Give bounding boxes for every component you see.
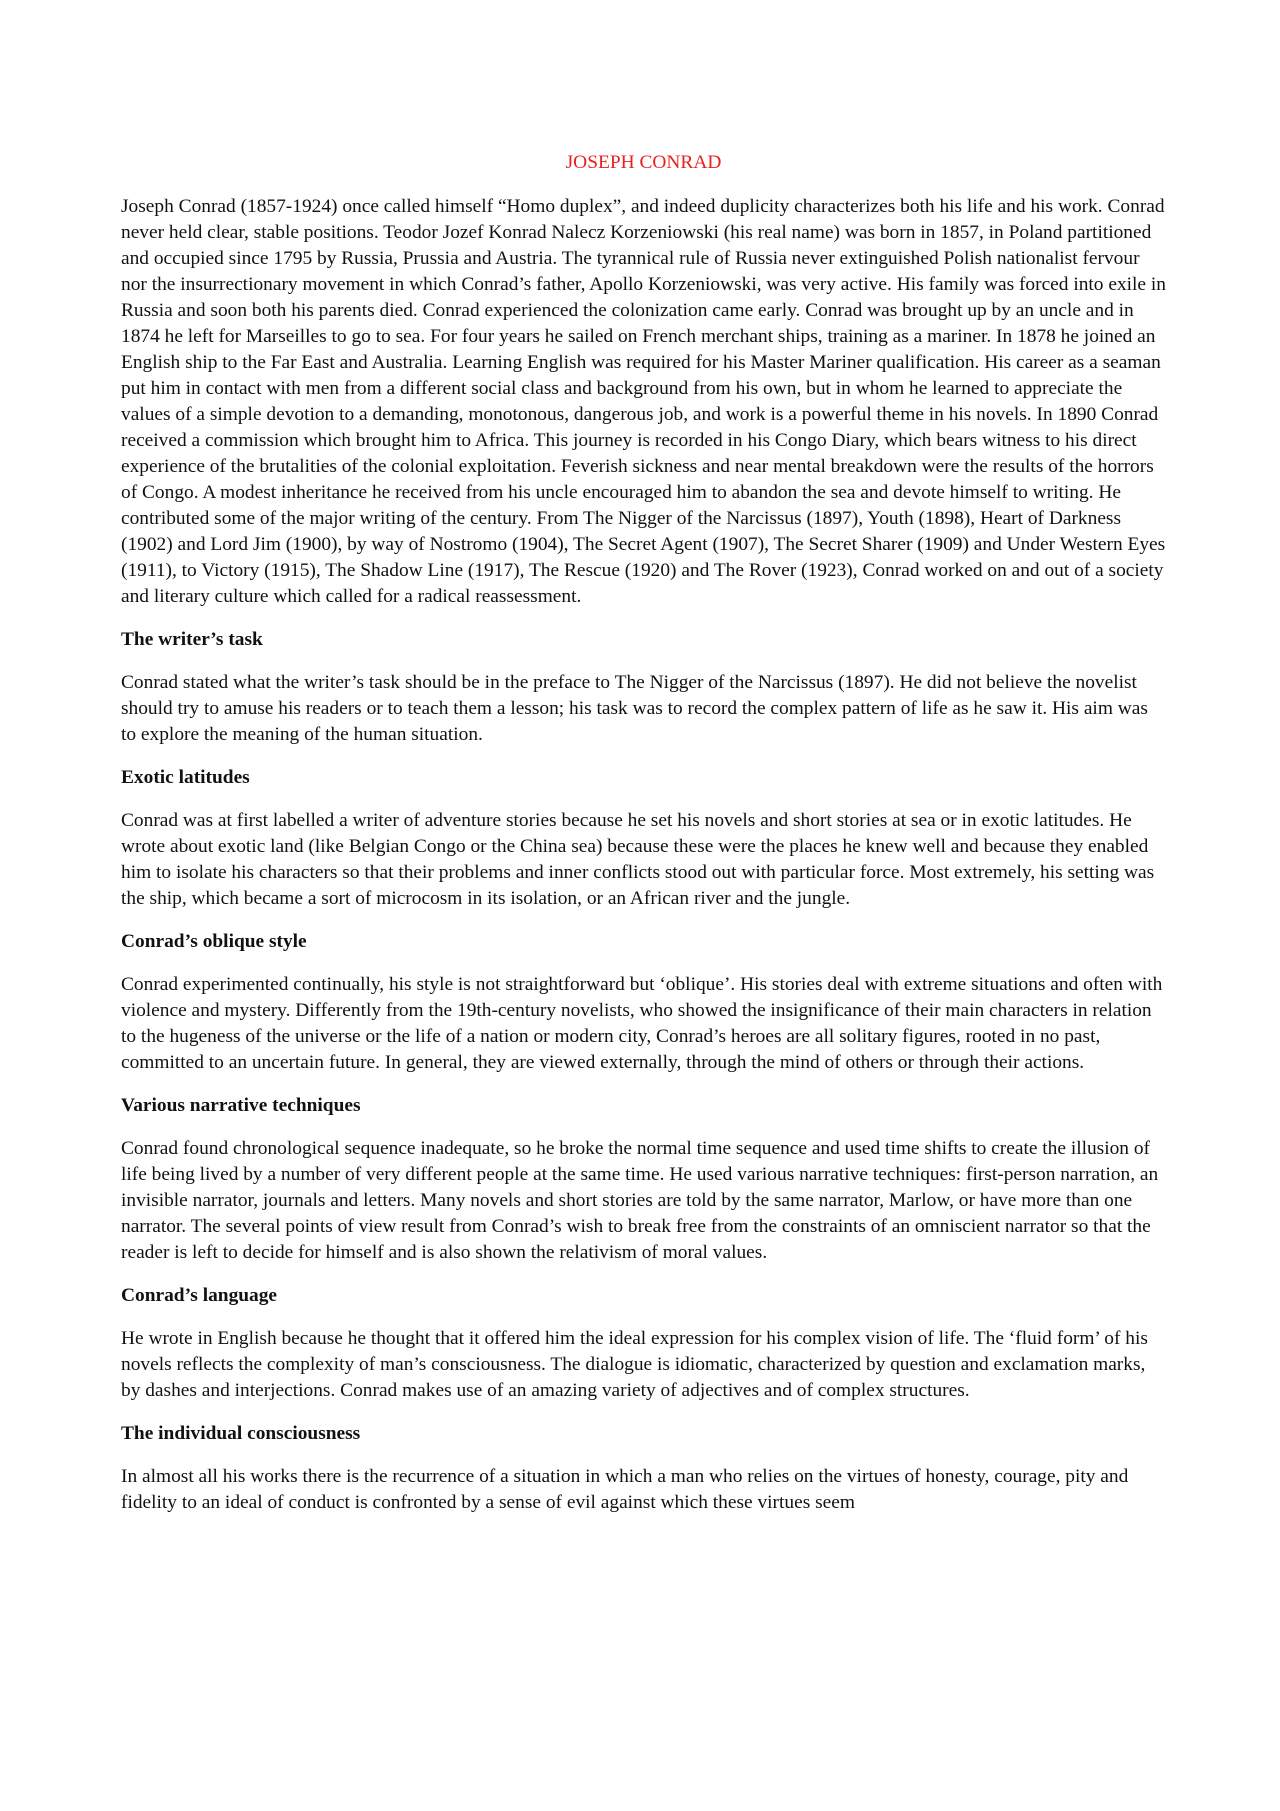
section-heading-exotic-latitudes: Exotic latitudes	[121, 767, 250, 788]
section-body-writers-task: Conrad stated what the writer’s task should be in the preface to The Nigger of the Narcissus (1897). He did not believe the novelist should try to amuse his readers or to teach them a lesson; his task was to record the complex pattern of life as he saw it. His aim was to explore the meaning of the human situation.	[121, 672, 1148, 745]
document-content	[121, 150, 1166, 1533]
document-title: JOSEPH CONRAD	[565, 152, 722, 173]
section-body-oblique-style: Conrad experimented continually, his style is not straightforward but ‘oblique’. His stories deal with extreme situations and often with violence and mystery. Differently from the 19th-century novelists, who showed the insignificance of their main characters in relation to the hugeness of the universe or the life of a nation or modern city, Conrad’s heroes are all solitary figures, rooted in no past, committed to an uncertain future. In general, they are viewed externally, through the mind of others or through their actions.	[121, 974, 1163, 1073]
section-body-language: He wrote in English because he thought that it offered him the ideal expression for his complex vision of life. The ‘fluid form’ of his novels reflects the complexity of man’s consciousness. The dialogue is idiomatic, characterized by question and exclamation marks, by dashes and interjections. Conrad makes use of an amazing variety of adjectives and of complex structures.	[121, 1328, 1148, 1401]
section-heading-writers-task: The writer’s task	[121, 629, 263, 650]
section-heading-language: Conrad’s language	[121, 1285, 278, 1306]
intro-paragraph: Joseph Conrad (1857-1924) once called himself “Homo duplex”, and indeed duplicity characterizes both his life and his work. Conrad never held clear, stable positions. Teodor Jozef Konrad Nalecz Korzeniowski (his real name) was born in 1857, in Poland partitioned and occupied since 1795 by Russia, Prussia and Austria. The tyrannical rule of Russia never extinguished Polish nationalist fervour nor the insurrectionary movement in which Conrad’s father, Apollo Korzeniowski, was very active. His family was forced into exile in Russia and soon both his parents died. Conrad experienced the colonization came early. Conrad was brought up by an uncle and in 1874 he left for Marseilles to go to sea. For four years he sailed on French merchant ships, training as a mariner. In 1878 he joined an English ship to the Far East and Australia. Learning English was required for his Master Mariner qualification. His career as a seaman put him in contact with men from a different social class and background from his own, but in whom he learned to appreciate the values of a simple devotion to a demanding, monotonous, dangerous job, and work is a powerful theme in his novels. In 1890 Conrad received a commission which brought him to Africa. This journey is recorded in his Congo Diary, which bears witness to his direct experience of the brutalities of the colonial exploitation. Feverish sickness and near mental breakdown were the results of the horrors of Congo. A modest inheritance he received from his uncle encouraged him to abandon the sea and devote himself to writing. He contributed some of the major writing of the century. From The Nigger of the Narcissus (1897), Youth (1898), Heart of Darkness (1902) and Lord Jim (1900), by way of Nostromo (1904), The Secret Agent (1907), The Secret Sharer (1909) and Under Western Eyes (1911), to Victory (1915), The Shadow Line (1917), The Rescue (1920) and The Rover (1923), Conrad worked on and out of a society and literary culture which called for a radical reassessment.	[121, 196, 1166, 607]
section-heading-oblique-style: Conrad’s oblique style	[121, 931, 307, 952]
section-body-exotic-latitudes: Conrad was at first labelled a writer of adventure stories because he set his novels and short stories at sea or in exotic latitudes. He wrote about exotic land (like Belgian Congo or the China sea) because these were the places he knew well and because they enabled him to isolate his characters so that their problems and inner conflicts stood out with particular force. Most extremely, his setting was the ship, which became a sort of microcosm in its isolation, or an African river and the jungle.	[121, 810, 1155, 909]
section-body-narrative-techniques: Conrad found chronological sequence inadequate, so he broke the normal time sequence and used time shifts to create the illusion of life being lived by a number of very different people at the same time. He used various narrative techniques: first-person narration, an invisible narrator, journals and letters. Many novels and short stories are told by the same narrator, Marlow, or have more than one narrator. The several points of view result from Conrad’s wish to break free from the constraints of an omniscient narrator so that the reader is left to decide for himself and is also shown the relativism of moral values.	[121, 1138, 1159, 1263]
section-heading-individual-consciousness: The individual consciousness	[121, 1423, 361, 1444]
section-body-individual-consciousness: In almost all his works there is the recurrence of a situation in which a man who relies on the virtues of honesty, courage, pity and fidelity to an ideal of conduct is confronted by a sense of evil against which these virtues seem	[121, 1466, 1129, 1513]
section-heading-narrative-techniques: Various narrative techniques	[121, 1095, 361, 1116]
